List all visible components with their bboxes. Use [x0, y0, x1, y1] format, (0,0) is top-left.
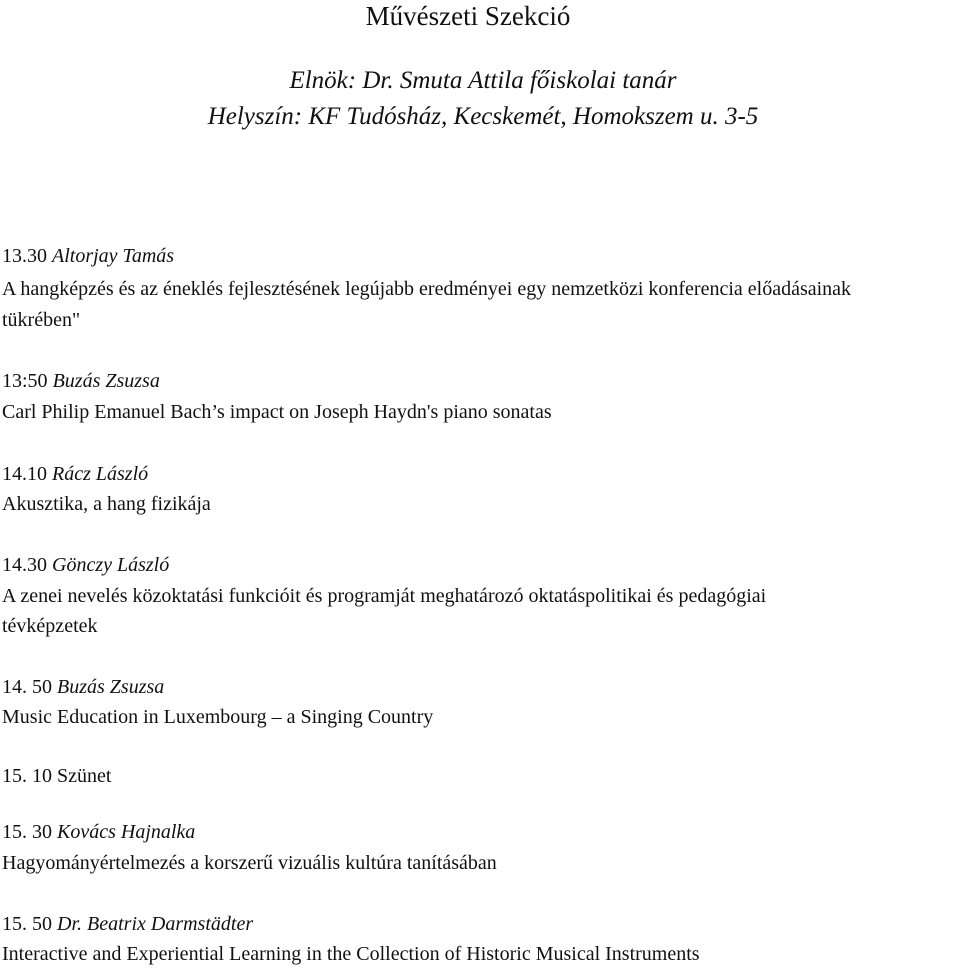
entry-title-line: A zenei nevelés közoktatási funkcióit és programját meghatározó oktatáspolitikai és pedagógiai — [2, 585, 767, 607]
entry-title-line: Music Education in Luxembourg – a Singing Country — [2, 706, 434, 728]
entry-time: 13:50 — [2, 370, 48, 392]
program-break: 15. 10 Szünet — [2, 765, 112, 787]
entry-time: 15. 50 — [2, 913, 52, 935]
program-entry-header — [2, 244, 174, 268]
entry-time: 14.10 — [2, 463, 47, 485]
program-entry-header — [2, 553, 169, 577]
entry-time: 15. 30 — [2, 821, 52, 843]
section-venue: Helyszín: KF Tudósház, Kecskemét, Homokszem u. 3-5 — [207, 103, 759, 130]
section-chair: Elnök: Dr. Smuta Attila főiskolai tanár — [289, 67, 677, 94]
entry-title-line: tévképzetek — [2, 615, 98, 637]
entry-title-line: Interactive and Experiential Learning in the Collection of Historic Musical Instruments — [2, 943, 700, 965]
entry-speaker: Kovács Hajnalka — [57, 821, 196, 843]
program-entry-header — [2, 369, 160, 393]
program-entry-header — [2, 675, 164, 699]
program-entry-header — [2, 462, 148, 486]
entry-title-line: Hagyományértelmezés a korszerű vizuális kultúra tanításában — [2, 852, 497, 874]
entry-title-line: Akusztika, a hang fizikája — [2, 493, 211, 515]
program-entry-header — [2, 912, 253, 936]
entry-speaker: Gönczy László — [52, 554, 170, 576]
entry-title-line: Carl Philip Emanuel Bach’s impact on Joseph Haydn's piano sonatas — [2, 401, 552, 423]
entry-time: 14. 50 — [2, 676, 52, 698]
entry-time: 14.30 — [2, 554, 47, 576]
section-title: Művészeti Szekció — [365, 1, 571, 31]
entry-time: 13.30 — [2, 245, 47, 267]
entry-speaker: Rácz László — [52, 463, 149, 485]
entry-title-line: A hangképzés és az éneklés fejlesztésének legújabb eredményei egy nemzetközi konferencia előadásainak — [2, 278, 852, 300]
entry-speaker: Buzás Zsuzsa — [52, 370, 160, 392]
program-entry-header — [2, 820, 195, 844]
entry-speaker: Buzás Zsuzsa — [57, 676, 165, 698]
entry-title-line: tükrében" — [2, 309, 81, 331]
entry-speaker: Dr. Beatrix Darmstädter — [57, 913, 254, 935]
entry-speaker: Altorjay Tamás — [52, 245, 175, 267]
